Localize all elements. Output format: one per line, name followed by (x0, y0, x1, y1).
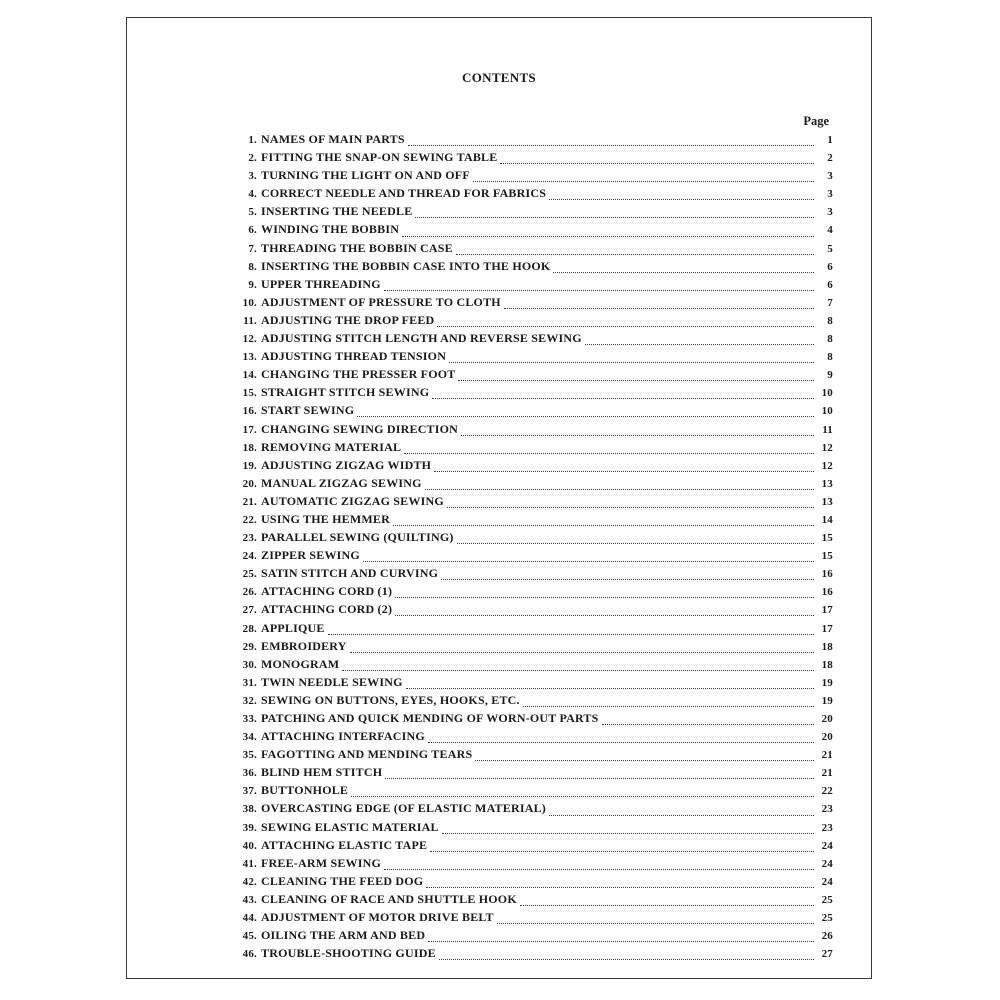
dot-leader (342, 669, 814, 671)
toc-entry (223, 765, 833, 783)
toc-entry (223, 277, 833, 295)
toc-entry-page: 21 (821, 767, 833, 780)
toc-entry-number: 1. (248, 134, 257, 146)
toc-entry-number: 28. (242, 622, 257, 635)
toc-entry (223, 693, 833, 711)
toc-entry (223, 584, 833, 602)
toc-entry (223, 928, 833, 946)
toc-entry-page: 8 (827, 333, 833, 346)
toc-entry-number: 43. (242, 893, 257, 906)
toc-entry-title: SEWING ELASTIC MATERIAL (261, 819, 439, 834)
toc-entry-page: 17 (821, 604, 833, 617)
toc-entry-number: 40. (242, 839, 257, 852)
toc-entry (223, 530, 833, 548)
dot-leader (437, 325, 814, 327)
dot-leader (395, 614, 814, 616)
toc-entry-title: CORRECT NEEDLE AND THREAD FOR FABRICS (261, 186, 547, 201)
toc-entry-title: ATTACHING CORD (2) (261, 602, 393, 617)
toc-entry-title: ZIPPER SEWING (261, 548, 360, 563)
toc-entry-page: 12 (821, 441, 833, 454)
toc-entry-page: 4 (827, 224, 833, 237)
toc-entry-page: 21 (821, 749, 833, 762)
toc-entry-number: 3. (248, 170, 257, 183)
dot-leader (384, 289, 814, 291)
toc-entry-title: ATTACHING INTERFACING (261, 729, 425, 744)
toc-entry-page: 16 (821, 568, 833, 581)
dot-leader (602, 723, 814, 725)
toc-entry-number: 26. (242, 586, 257, 599)
dot-leader (357, 415, 814, 417)
table-of-contents (223, 132, 833, 964)
toc-entry-title: OVERCASTING EDGE (OF ELASTIC MATERIAL) (261, 801, 546, 816)
page-column-label: Page (803, 114, 829, 128)
toc-entry-number: 10. (242, 296, 257, 309)
toc-entry (223, 874, 833, 892)
toc-entry (223, 259, 833, 277)
toc-entry (223, 186, 833, 204)
toc-entry-page: 2 (827, 152, 833, 165)
toc-entry-title: FITTING THE SNAP-ON SEWING TABLE (261, 150, 498, 165)
toc-entry (223, 657, 833, 675)
toc-entry-page: 22 (821, 785, 833, 798)
dot-leader (428, 940, 814, 942)
toc-entry-number: 18. (242, 441, 257, 454)
dot-leader (447, 506, 814, 508)
toc-entry-title: SEWING ON BUTTONS, EYES, HOOKS, ETC. (261, 692, 520, 707)
toc-entry-number: 30. (242, 658, 257, 671)
toc-entry-number: 42. (242, 875, 257, 888)
toc-entry-number: 34. (242, 731, 257, 744)
toc-entry (223, 566, 833, 584)
toc-entry-title: ADJUSTMENT OF MOTOR DRIVE BELT (261, 910, 494, 925)
toc-entry-page: 19 (821, 694, 833, 707)
toc-entry (223, 204, 833, 222)
toc-entry-title: PARALLEL SEWING (QUILTING) (261, 530, 454, 545)
toc-entry-page: 5 (827, 242, 833, 255)
toc-entry-number: 38. (242, 803, 257, 816)
toc-entry-number: 12. (242, 333, 257, 346)
toc-entry-page: 3 (827, 188, 833, 201)
document-page (126, 17, 872, 979)
toc-entry-title: ATTACHING CORD (1) (261, 584, 393, 599)
toc-entry-number: 2. (248, 152, 257, 165)
toc-entry (223, 476, 833, 494)
toc-entry-number: 27. (242, 604, 257, 617)
dot-leader (441, 578, 814, 580)
toc-entry-page: 1 (827, 134, 833, 146)
toc-entry (223, 440, 833, 458)
toc-entry (223, 820, 833, 838)
toc-entry-number: 5. (248, 206, 257, 219)
toc-entry (223, 602, 833, 620)
toc-entry-page: 27 (821, 948, 833, 961)
toc-entry-title: ADJUSTMENT OF PRESSURE TO CLOTH (261, 294, 501, 309)
toc-entry-number: 22. (242, 513, 257, 526)
dot-leader (428, 741, 814, 743)
toc-entry-title: AUTOMATIC ZIGZAG SEWING (261, 493, 444, 508)
toc-entry-page: 10 (821, 387, 833, 400)
toc-entry-page: 19 (821, 676, 833, 689)
dot-leader (497, 922, 814, 924)
toc-entry-title: PATCHING AND QUICK MENDING OF WORN-OUT PARTS (261, 711, 599, 725)
dot-leader (523, 705, 814, 707)
toc-entry (223, 892, 833, 910)
toc-entry-number: 24. (242, 550, 257, 563)
dot-leader (426, 886, 814, 888)
toc-entry-number: 39. (242, 821, 257, 834)
toc-entry (223, 422, 833, 440)
dot-leader (549, 198, 814, 200)
toc-entry-title: APPLIQUE (261, 620, 325, 635)
toc-entry (223, 856, 833, 874)
toc-entry-title: THREADING THE BOBBIN CASE (261, 240, 453, 255)
dot-leader (449, 361, 814, 363)
dot-leader (328, 633, 814, 635)
toc-entry (223, 458, 833, 476)
toc-entry (223, 241, 833, 259)
toc-entry-page: 15 (821, 532, 833, 545)
toc-entry-page: 14 (821, 513, 833, 526)
dot-leader (350, 651, 814, 653)
toc-entry-title: START SEWING (261, 403, 355, 418)
toc-entry-title: CHANGING THE PRESSER FOOT (261, 367, 456, 382)
page-title: CONTENTS (462, 70, 536, 85)
toc-entry-page: 24 (821, 857, 833, 870)
toc-entry-title: USING THE HEMMER (261, 511, 390, 526)
toc-entry-page: 26 (821, 930, 833, 943)
toc-entry-page: 11 (822, 423, 833, 436)
toc-entry-page: 20 (821, 713, 833, 725)
toc-entry-page: 3 (827, 206, 833, 219)
toc-entry (223, 729, 833, 747)
toc-entry-title: INSERTING THE BOBBIN CASE INTO THE HOOK (261, 258, 551, 273)
toc-entry-number: 41. (242, 857, 257, 870)
dot-leader (351, 795, 814, 797)
toc-entry-number: 32. (242, 694, 257, 707)
toc-entry-title: EMBROIDERY (261, 638, 347, 653)
dot-leader (415, 216, 814, 218)
toc-entry-title: SATIN STITCH AND CURVING (261, 566, 439, 581)
toc-entry-title: ADJUSTING THE DROP FEED (261, 312, 435, 327)
dot-leader (393, 524, 814, 526)
toc-entry-number: 19. (242, 459, 257, 472)
dot-leader (430, 850, 814, 852)
toc-entry (223, 222, 833, 240)
toc-entry-title: ADJUSTING STITCH LENGTH AND REVERSE SEWING (261, 331, 582, 346)
toc-entry (223, 512, 833, 530)
toc-entry (223, 747, 833, 765)
toc-entry-page: 8 (827, 314, 833, 327)
toc-entry (223, 132, 833, 150)
dot-leader (442, 832, 814, 834)
dot-leader (439, 958, 814, 960)
toc-entry-page: 18 (821, 658, 833, 671)
toc-entry (223, 313, 833, 331)
toc-entry-title: NAMES OF MAIN PARTS (261, 132, 405, 146)
toc-entry (223, 295, 833, 313)
toc-entry-number: 4. (248, 188, 257, 201)
toc-entry-page: 16 (821, 586, 833, 599)
dot-leader (425, 488, 814, 490)
dot-leader (549, 814, 814, 816)
toc-entry (223, 910, 833, 928)
toc-entry (223, 838, 833, 856)
toc-entry-number: 36. (242, 767, 257, 780)
toc-entry (223, 711, 833, 729)
toc-entry (223, 150, 833, 168)
toc-entry-title: OILING THE ARM AND BED (261, 928, 426, 943)
toc-entry-number: 33. (242, 713, 257, 725)
toc-entry-page: 25 (821, 912, 833, 925)
toc-entry-page: 7 (827, 296, 833, 309)
toc-entry-title: TURNING THE LIGHT ON AND OFF (261, 168, 470, 183)
toc-entry-title: REMOVING MATERIAL (261, 439, 402, 454)
toc-entry-title: BUTTONHOLE (261, 783, 349, 798)
dot-leader (363, 560, 814, 562)
toc-entry-title: MONOGRAM (261, 656, 340, 671)
toc-entry-title: ATTACHING ELASTIC TAPE (261, 837, 428, 852)
toc-entry (223, 494, 833, 512)
toc-entry-number: 14. (242, 369, 257, 382)
toc-entry-number: 46. (242, 948, 257, 961)
dot-leader (553, 271, 814, 273)
toc-entry-page: 9 (827, 369, 833, 382)
toc-entry-number: 16. (242, 405, 257, 418)
toc-entry-title: WINDING THE BOBBIN (261, 222, 400, 237)
toc-entry-title: UPPER THREADING (261, 276, 381, 291)
toc-entry-number: 25. (242, 568, 257, 581)
toc-entry-number: 23. (242, 532, 257, 545)
toc-entry-number: 11. (243, 314, 257, 327)
toc-entry-title: TROUBLE-SHOOTING GUIDE (261, 946, 436, 961)
toc-entry-page: 18 (821, 640, 833, 653)
toc-entry-title: CLEANING THE FEED DOG (261, 873, 424, 888)
dot-leader (504, 307, 814, 309)
dot-leader (408, 144, 814, 146)
toc-entry-title: STRAIGHT STITCH SEWING (261, 385, 430, 400)
toc-entry-page: 24 (821, 839, 833, 852)
toc-entry-number: 8. (248, 260, 257, 273)
dot-leader (520, 904, 814, 906)
toc-entry-page: 3 (827, 170, 833, 183)
toc-entry-page: 13 (821, 495, 833, 508)
toc-entry-title: BLIND HEM STITCH (261, 765, 383, 780)
toc-entry (223, 783, 833, 801)
toc-entry-title: CLEANING OF RACE AND SHUTTLE HOOK (261, 891, 517, 906)
toc-entry-page: 20 (821, 731, 833, 744)
dot-leader (406, 687, 814, 689)
toc-entry-number: 9. (248, 278, 257, 291)
toc-entry-page: 10 (821, 405, 833, 418)
toc-entry-number: 31. (242, 676, 257, 689)
toc-entry-number: 35. (242, 749, 257, 762)
toc-entry (223, 621, 833, 639)
toc-entry-number: 6. (248, 224, 257, 237)
toc-entry-page: 17 (821, 622, 833, 635)
toc-entry-page: 13 (821, 477, 833, 490)
toc-entry (223, 639, 833, 657)
toc-entry (223, 946, 833, 964)
toc-entry (223, 403, 833, 421)
toc-entry-title: TWIN NEEDLE SEWING (261, 674, 403, 689)
toc-entry (223, 548, 833, 566)
dot-leader (585, 343, 814, 345)
toc-entry (223, 168, 833, 186)
toc-entry (223, 331, 833, 349)
toc-entry (223, 675, 833, 693)
toc-entry-title: FAGOTTING AND MENDING TEARS (261, 747, 473, 762)
toc-entry (223, 801, 833, 819)
toc-entry-page: 8 (827, 351, 833, 364)
toc-entry-title: ADJUSTING THREAD TENSION (261, 349, 447, 364)
toc-entry (223, 385, 833, 403)
dot-leader (434, 470, 814, 472)
toc-entry-page: 12 (821, 459, 833, 472)
toc-entry-number: 29. (242, 640, 257, 653)
dot-leader (456, 253, 814, 255)
dot-leader (404, 452, 814, 454)
toc-entry-title: INSERTING THE NEEDLE (261, 204, 413, 219)
toc-entry-page: 6 (827, 278, 833, 291)
toc-entry-number: 20. (242, 477, 257, 490)
dot-leader (402, 235, 814, 237)
toc-entry-number: 21. (242, 495, 257, 508)
toc-entry-title: CHANGING SEWING DIRECTION (261, 421, 459, 436)
dot-leader (432, 397, 814, 399)
toc-entry-number: 37. (242, 785, 257, 798)
toc-entry-title: FREE-ARM SEWING (261, 855, 382, 870)
toc-entry-page: 24 (821, 875, 833, 888)
dot-leader (384, 868, 814, 870)
toc-entry-page: 23 (821, 821, 833, 834)
dot-leader (385, 777, 814, 779)
toc-entry-title: MANUAL ZIGZAG SEWING (261, 475, 422, 490)
toc-entry (223, 349, 833, 367)
dot-leader (500, 162, 814, 164)
toc-entry-title: ADJUSTING ZIGZAG WIDTH (261, 457, 432, 472)
toc-entry-number: 13. (242, 351, 257, 364)
toc-entry-number: 15. (242, 387, 257, 400)
toc-entry-number: 44. (242, 912, 257, 925)
toc-entry-number: 7. (248, 242, 257, 255)
toc-entry-number: 17. (242, 423, 257, 436)
dot-leader (457, 542, 814, 544)
dot-leader (473, 180, 814, 182)
dot-leader (461, 434, 814, 436)
toc-entry-page: 15 (821, 550, 833, 563)
toc-entry-number: 45. (242, 930, 257, 943)
toc-entry-page: 23 (821, 803, 833, 816)
toc-entry (223, 367, 833, 385)
dot-leader (458, 379, 814, 381)
dot-leader (475, 759, 814, 761)
toc-entry-page: 6 (827, 260, 833, 273)
toc-entry-page: 25 (821, 893, 833, 906)
dot-leader (395, 596, 814, 598)
